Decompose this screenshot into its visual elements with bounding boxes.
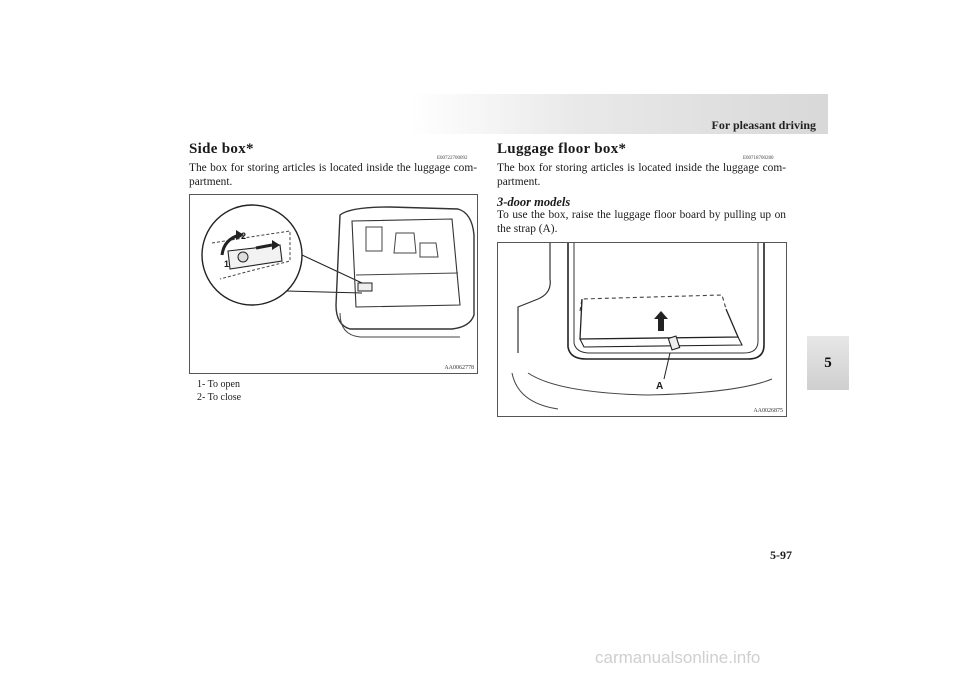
page-number: 5-97: [770, 548, 792, 562]
callout-a: A: [656, 381, 664, 392]
running-header: For pleasant driving: [711, 118, 816, 132]
callout-2: 2: [241, 231, 247, 241]
watermark: carmanualsonline.info: [595, 648, 761, 667]
floor-box-text: The box for storing articles is located inside the luggage com-partment.: [497, 162, 786, 188]
floor-box-illustration: [498, 243, 786, 416]
legend-close: 2- To close: [197, 392, 242, 403]
side-box-figure: [189, 194, 478, 374]
legend-open: 1- To open: [197, 379, 240, 390]
side-box-title: Side box*: [189, 141, 254, 157]
side-box-figure-code: AA0062778: [444, 365, 474, 371]
floor-box-code: E00718700280: [743, 156, 774, 161]
floor-box-instruction: To use the box, raise the luggage floor board by pulling up on the strap (A).: [497, 209, 786, 235]
three-door-subtitle: 3-door models: [497, 195, 571, 209]
side-box-code: E00722700092: [437, 156, 468, 161]
callout-1: 1: [224, 259, 230, 269]
side-box-text: The box for storing articles is located inside the luggage com-partment.: [189, 162, 477, 188]
floor-box-figure: [497, 242, 787, 417]
floor-box-figure-code: AA0026875: [753, 408, 783, 414]
floor-box-title: Luggage floor box*: [497, 141, 627, 157]
chapter-tab: 5: [807, 336, 849, 390]
side-box-illustration: [190, 195, 477, 373]
